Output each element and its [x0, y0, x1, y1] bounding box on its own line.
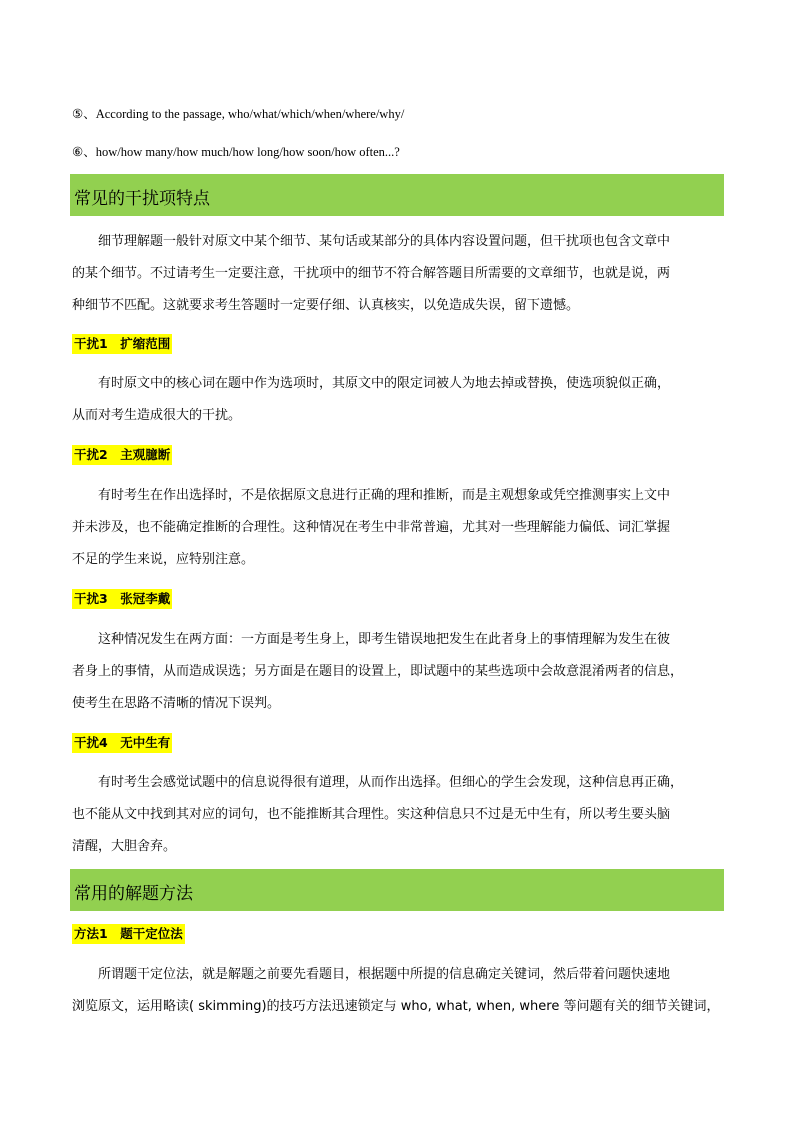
method-1-paragraph [72, 959, 724, 1023]
section-title: 常见的干扰项特点 [74, 189, 210, 209]
section-heading-distractors [70, 174, 724, 216]
question-form-5: ⑤、According to the passage, who/what/which/when/where/why/ [72, 107, 405, 121]
paragraph-line: 也不能从文中找到其对应的词句，也不能推断其合理性。实这种信息只不过是无中生有，所以考生要头脑 [72, 807, 671, 822]
section-heading-methods [70, 869, 724, 911]
distractor-2-tag: 干扰2 主观臆断 [72, 445, 172, 465]
paragraph-line: 的某个细节。不过请考生一定要注意，干扰项中的细节不符合解答题目所需要的文章细节，也就是说，两 [72, 266, 671, 281]
paragraph-line: 所谓题干定位法，就是解题之前要先看题目，根据题中所提的信息确定关键词，然后带着问题快速地 [98, 967, 671, 982]
section-title: 常用的解题方法 [74, 884, 193, 904]
distractor-3-paragraph [72, 624, 724, 720]
distractor-1-paragraph [72, 368, 724, 432]
distractor-2-paragraph [72, 480, 724, 576]
method-1-tag: 方法1 题干定位法 [72, 924, 185, 944]
distractor-4-paragraph [72, 767, 724, 863]
paragraph-line: 从而对考生造成很大的干扰。 [72, 408, 242, 423]
intro-paragraph [72, 226, 724, 322]
paragraph-line: 不足的学生来说，应特别注意。 [72, 552, 255, 567]
distractor-1-tag: 干扰1 扩缩范围 [72, 334, 172, 354]
paragraph-line: 清醒，大胆舍弃。 [72, 839, 177, 854]
paragraph-line: 细节理解题一般针对原文中某个细节、某句话或某部分的具体内容设置问题，但干扰项也包含文章中 [98, 234, 671, 249]
paragraph-line: 者身上的事情，从而造成误选；另方面是在题目的设置上，即试题中的某些选项中会故意混淆两者的信息， [72, 664, 684, 679]
question-form-6: ⑥、how/how many/how much/how long/how soon/how often...? [72, 145, 400, 159]
distractor-3-tag: 干扰3 张冠李戴 [72, 589, 172, 609]
paragraph-line: 这种情况发生在两方面：一方面是考生身上，即考生错误地把发生在此者身上的事情理解为发生在彼 [98, 632, 671, 647]
paragraph-line: 并未涉及，也不能确定推断的合理性。这种情况在考生中非常普遍，尤其对一些理解能力偏低、词汇掌握 [72, 520, 671, 535]
paragraph-line: 有时考生会感觉试题中的信息说得很有道理，从而作出选择。但细心的学生会发现，这种信息再正确， [98, 775, 684, 790]
paragraph-line: 浏览原文，运用略读( skimming)的技巧方法迅速锁定与 who, what, when, where 等问题有关的细节关键词， [72, 999, 720, 1014]
paragraph-line: 有时考生在作出选择时，不是依据原文息进行正确的理和推断，而是主观想象或凭空推测事实上文中 [98, 488, 671, 503]
paragraph-line: 有时原文中的核心词在题中作为选项时，其原文中的限定词被人为地去掉或替换，使选项貌似正确， [98, 376, 671, 391]
distractor-4-tag: 干扰4 无中生有 [72, 733, 172, 753]
paragraph-line: 使考生在思路不清晰的情况下误判。 [72, 696, 281, 711]
paragraph-line: 种细节不匹配。这就要求考生答题时一定要仔细、认真核实，以免造成失误，留下遗憾。 [72, 298, 580, 313]
